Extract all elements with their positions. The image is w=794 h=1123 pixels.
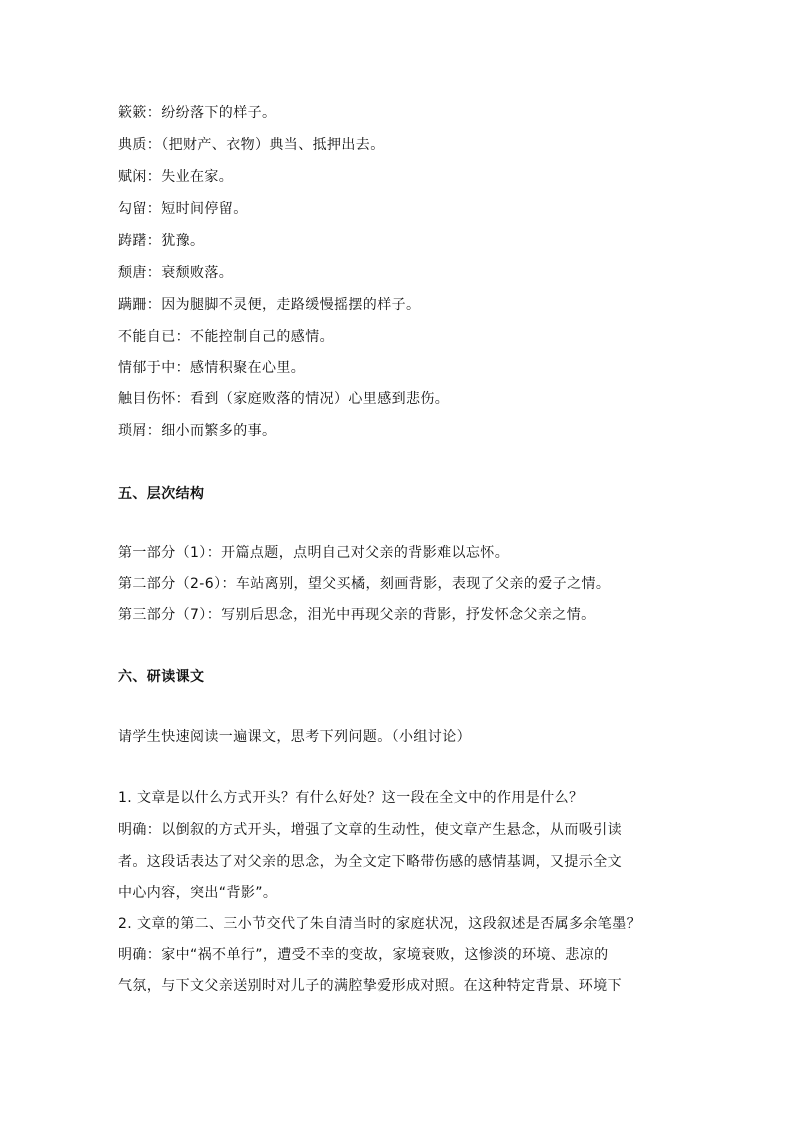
answer-line: 明确：以倒叙的方式开头，增强了文章的生动性，使文章产生悬念，从而吸引读 xyxy=(118,822,622,838)
vocab-line: 簌簌：纷纷落下的样子。 xyxy=(118,105,277,121)
vocab-line: 琐屑：细小而繁多的事。 xyxy=(118,423,277,439)
study-intro: 请学生快速阅读一遍课文，思考下列问题。（小组讨论） xyxy=(118,729,471,745)
vocab-line: 不能自已：不能控制自己的感情。 xyxy=(118,329,334,345)
answer-line: 者。这段话表达了对父亲的思念，为全文定下略带伤感的感情基调，又提示全文 xyxy=(118,854,622,870)
answer-line: 中心内容，突出“背影”。 xyxy=(118,885,278,901)
question-line: 1. 文章是以什么方式开头？有什么好处？这一段在全文中的作用是什么？ xyxy=(118,790,584,806)
vocab-line: 蹒跚：因为腿脚不灵便，走路缓慢摇摆的样子。 xyxy=(118,297,421,313)
vocab-line: 勾留：短时间停留。 xyxy=(118,201,248,217)
vocab-line: 典质：（把财产、衣物）典当、抵押出去。 xyxy=(118,137,385,153)
vocab-line: 颓唐：衰颓败落。 xyxy=(118,265,234,281)
vocab-line: 情郁于中：感情积聚在心里。 xyxy=(118,360,306,376)
structure-item: 第二部分（2-6）：车站离别，望父买橘，刻画背影，表现了父亲的爱子之情。 xyxy=(118,576,611,592)
question-line: 2. 文章的第二、三小节交代了朱自清当时的家庭状况，这段叙述是否属多余笔墨？ xyxy=(118,916,642,932)
structure-item: 第一部分（1）：开篇点题，点明自己对父亲的背影难以忘怀。 xyxy=(118,545,510,561)
vocab-line: 赋闲：失业在家。 xyxy=(118,169,234,185)
structure-item: 第三部分（7）：写别后思念，泪光中再现父亲的背影，抒发怀念父亲之情。 xyxy=(118,607,596,623)
section-heading-study: 六、研读课文 xyxy=(118,669,205,685)
section-heading-structure: 五、层次结构 xyxy=(118,486,205,502)
answer-line: 明确：家中“祸不单行”，遭受不幸的变故，家境衰败，这惨淡的环境、悲凉的 xyxy=(118,947,609,963)
answer-line: 气氛，与下文父亲送别时对儿子的满腔挚爱形成对照。在这种特定背景、环境下 xyxy=(118,978,622,994)
vocab-line: 踌躇：犹豫。 xyxy=(118,233,205,249)
vocab-line: 触目伤怀：看到（家庭败落的情况）心里感到悲伤。 xyxy=(118,391,450,407)
